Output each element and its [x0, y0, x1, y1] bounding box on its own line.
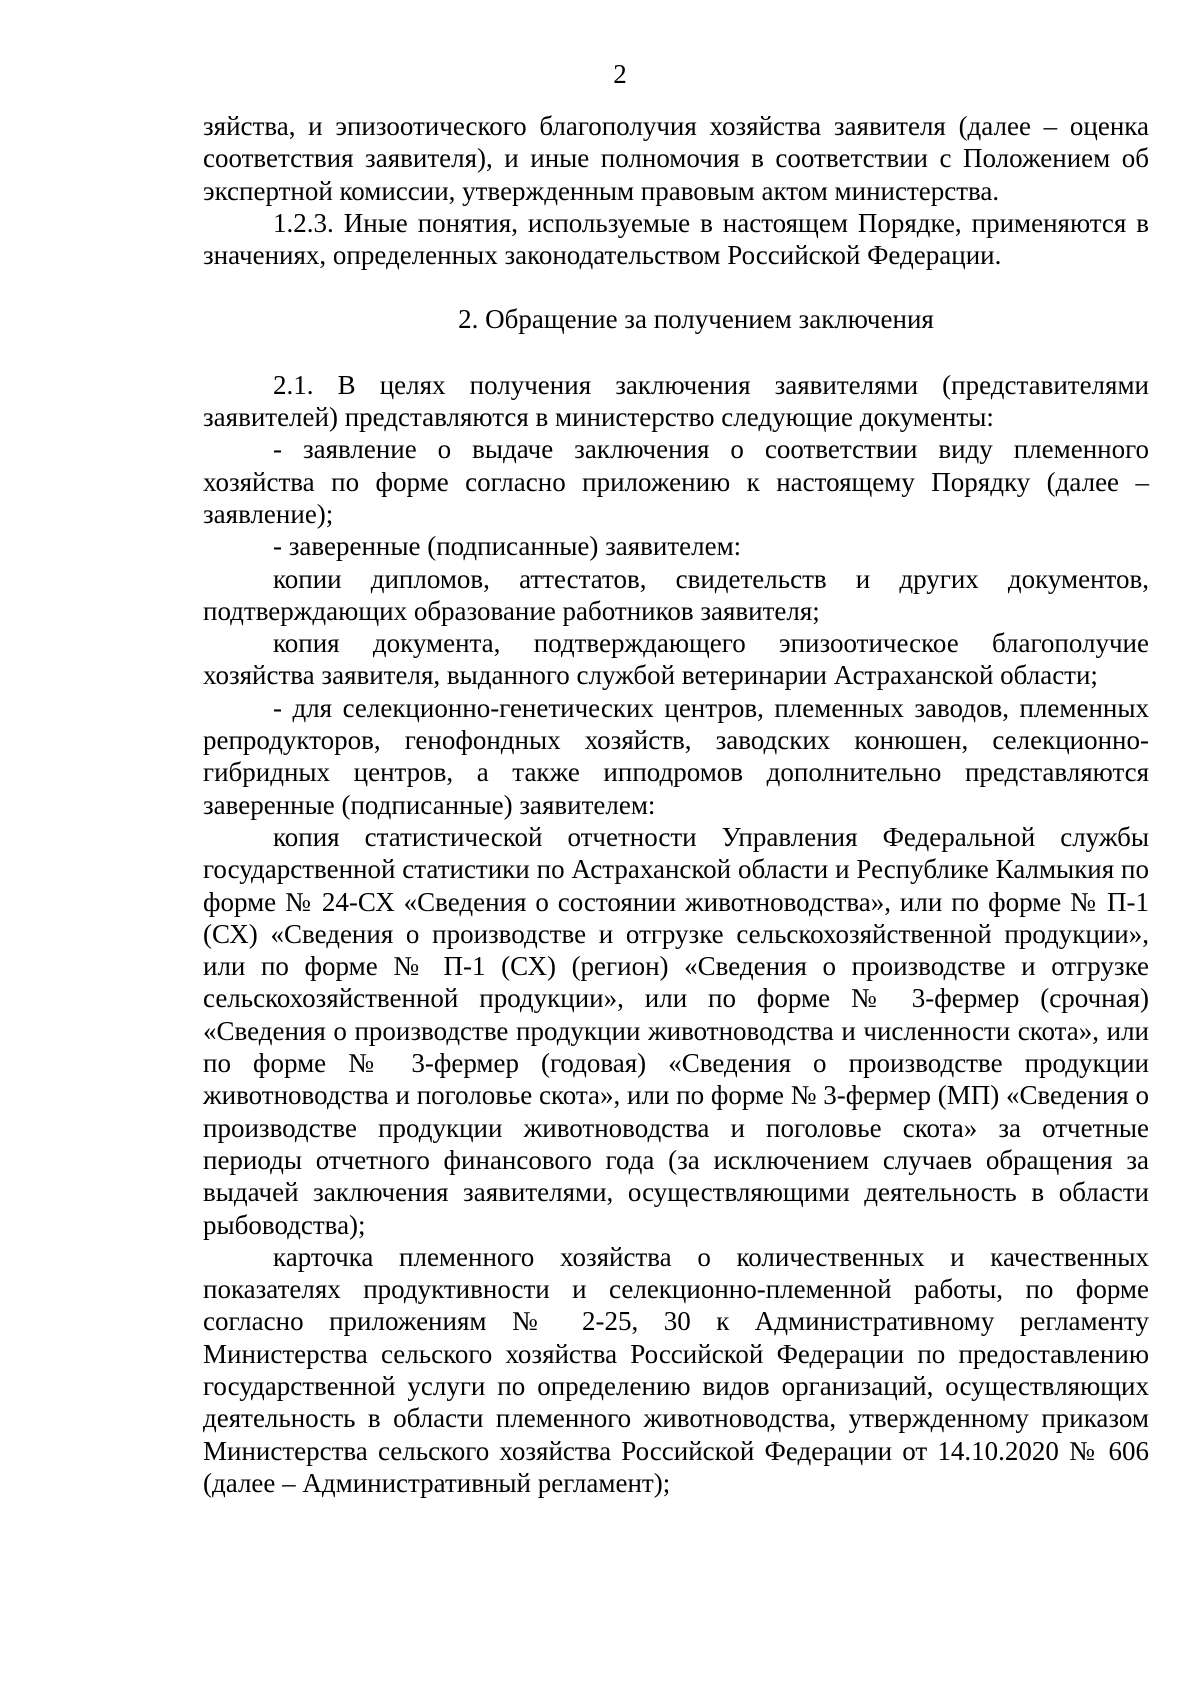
list-item-diplomas: копии дипломов, аттестатов, свидетельств и других документов, подтверждающих образование работников заявителя;	[203, 563, 1149, 626]
clause-2-1-intro: 2.1. В целях получения заключения заявителями (представителями заявителей) представляются в министерство следующие документы:	[203, 369, 1149, 433]
document-body	[203, 110, 1149, 1499]
clause-1-2-3: 1.2.3. Иные понятия, используемые в настоящем Порядке, применяются в значениях, определенных законодательством Российской Федерации.	[203, 207, 1149, 271]
spacer	[203, 271, 1149, 303]
section-2-heading: 2. Обращение за получением заключения	[458, 304, 934, 335]
list-item-certified: - заверенные (подписанные) заявителем:	[273, 531, 742, 562]
paragraph-continuation: зяйства, и эпизоотического благополучия хозяйства заявителя (далее – оценка соответствия заявителя), и иные полномочия в соответствии с Положением об экспертной комиссии, утвержденным правовым актом министерства.	[203, 111, 1149, 206]
list-item-breeding-centers: - для селекционно-генетических центров, племенных заводов, племенных репродукторов, генофондных хозяйств, заводских конюшен, селекционно-гибридных центров, а также ипподромов дополнительно представляются заверенные (подписанные) заявителем:	[203, 692, 1149, 820]
list-item-breeding-card: карточка племенного хозяйства о количественных и качественных показателях продуктивности и селекционно-племенной работы, по форме согласно приложениям № 2-25, 30 к Административному регламенту Министерства сельского хозяйства Российской Федерации по предоставлению государственной услуги по определению видов организаций, осуществляющих деятельность в области племенного животноводства, утвержденному приказом Министерства сельского хозяйства Российской Федерации от 14.10.2020 № 606 (далее – Административный регламент);	[203, 1241, 1149, 1498]
list-item-vet-document: копия документа, подтверждающего эпизоотическое благополучие хозяйства заявителя, выданного службой ветеринарии Астраханской области;	[203, 628, 1149, 691]
list-item-application: - заявление о выдаче заключения о соответствии виду племенного хозяйства по форме согласно приложению к настоящему Порядку (далее – заявление);	[203, 434, 1149, 529]
spacer	[203, 336, 1149, 369]
page-number: 2	[613, 59, 627, 89]
list-item-statistics: копия статистической отчетности Управления Федеральной службы государственной статистики по Астраханской области и Республике Калмыкия по форме № 24-СХ «Сведения о состоянии животноводства», или по форме № П-1 (СХ) «Сведения о производстве и отгрузке сельскохозяйственной продукции», или по форме № П-1 (СХ) (регион) «Сведения о производстве и отгрузке сельскохозяйственной продукции», или по форме № 3-фермер (срочная) «Сведения о производстве продукции животноводства и численности скота», или по форме № 3-фермер (годовая) «Сведения о производстве продукции животноводства и поголовье скота», или по форме № 3-фермер (МП) «Сведения о производстве продукции животноводства и поголовье скота» за отчетные периоды отчетного финансового года (за исключением случаев обращения за выдачей заключения заявителями, осуществляющими деятельность в области рыбоводства);	[203, 821, 1149, 1240]
